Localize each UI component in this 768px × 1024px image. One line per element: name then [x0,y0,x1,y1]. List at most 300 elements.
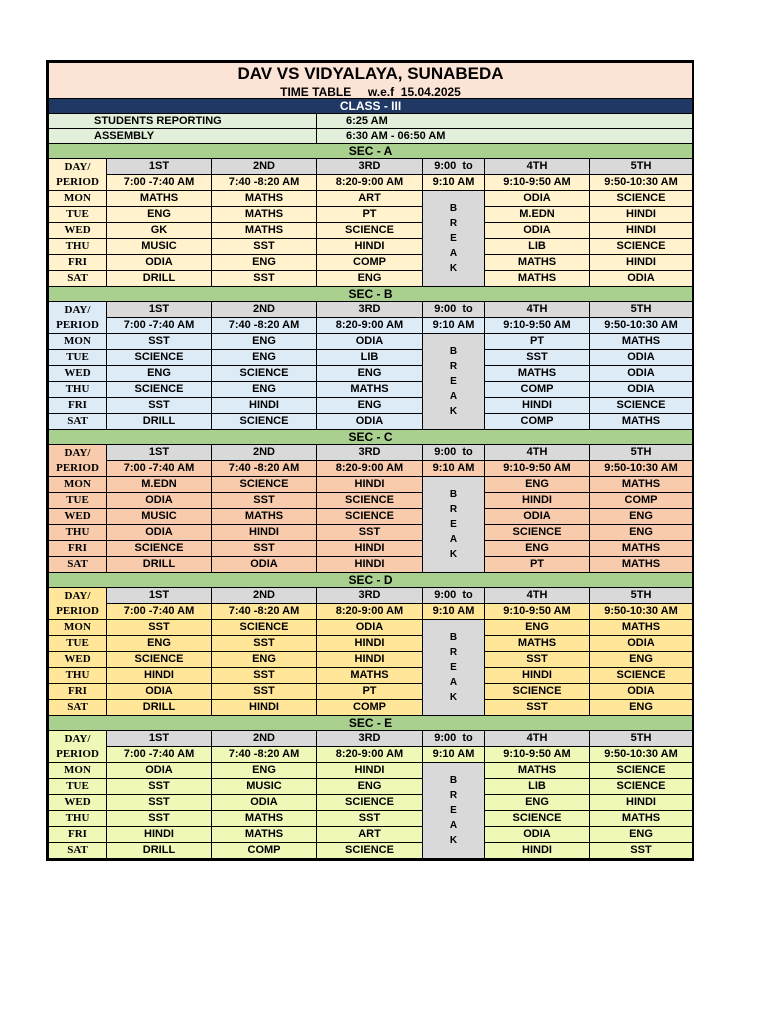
subject-cell: SCIENCE [317,843,423,859]
section-title: SEC - C [49,430,693,445]
day-name: WED [49,795,107,811]
subject-cell: ENG [317,779,423,795]
subject-cell: ENG [317,366,423,382]
day-name: TUE [49,207,107,223]
period-name: 1ST [107,302,212,318]
table-row [49,779,693,795]
subject-cell: MATHS [485,763,590,779]
period-name: 2ND [212,302,317,318]
subject-cell: MUSIC [212,779,317,795]
subject-cell: SCIENCE [590,763,693,779]
subject-cell: MATHS [212,811,317,827]
subject-cell: SCIENCE [317,493,423,509]
subject-cell: GK [107,223,212,239]
subject-cell: HINDI [107,668,212,684]
subject-cell: SCIENCE [590,191,693,207]
period-time-row [49,604,693,620]
table-row [49,223,693,239]
break-time-end: 9:10 AM [423,318,485,334]
subject-cell: SCIENCE [107,350,212,366]
assembly-label: ASSEMBLY [49,129,317,144]
subject-cell: ODIA [590,636,693,652]
break-letter: B [449,632,458,643]
subject-cell: ENG [212,763,317,779]
day-name: WED [49,366,107,382]
subject-cell: PT [317,207,423,223]
table-row [49,334,693,350]
break-time-end: 9:10 AM [423,175,485,191]
period-name: 1ST [107,445,212,461]
subject-cell: DRILL [107,271,212,287]
period-time: 9:10-9:50 AM [485,604,590,620]
subject-cell: SCIENCE [317,509,423,525]
subject-cell: ODIA [590,684,693,700]
subject-cell: MATHS [212,509,317,525]
period-time: 9:50-10:30 AM [590,318,693,334]
break-column [423,191,485,287]
day-name: THU [49,811,107,827]
period-name: 5TH [590,159,693,175]
subject-cell: SST [107,334,212,350]
break-time-start: 9:00 to [423,159,485,175]
section-title-row [49,573,693,588]
subject-cell: MATHS [485,366,590,382]
table-row [49,271,693,287]
subject-cell: SCIENCE [317,223,423,239]
subject-cell: HINDI [485,668,590,684]
day-period-header [49,588,107,620]
day-name: FRI [49,827,107,843]
day-name: THU [49,382,107,398]
subject-cell: SST [212,271,317,287]
period-time: 9:50-10:30 AM [590,461,693,477]
subject-cell: MATHS [590,620,693,636]
table-row [49,557,693,573]
section-title-row [49,430,693,445]
subject-cell: ENG [212,652,317,668]
subject-cell: DRILL [107,700,212,716]
period-label: PERIOD [56,318,99,331]
break-letter: B [449,775,458,786]
subject-cell: LIB [485,779,590,795]
day-name: SAT [49,414,107,430]
subject-cell: COMP [485,382,590,398]
subject-cell: HINDI [590,255,693,271]
subject-cell: ODIA [107,525,212,541]
subject-cell: PT [485,334,590,350]
period-time: 9:50-10:30 AM [590,175,693,191]
subject-cell: ENG [590,525,693,541]
table-row [49,541,693,557]
break-letter: K [449,263,458,274]
day-name: TUE [49,636,107,652]
subject-cell: SCIENCE [590,398,693,414]
break-letter: A [449,677,458,688]
subject-cell: SCIENCE [212,477,317,493]
subject-cell: SST [212,493,317,509]
period-time: 8:20-9:00 AM [317,318,423,334]
subject-cell: ENG [107,636,212,652]
day-label: DAY/ [64,589,91,602]
subject-cell: ENG [485,541,590,557]
table-row [49,620,693,636]
break-letter: B [449,489,458,500]
table-row [49,763,693,779]
section-title: SEC - A [49,144,693,159]
subject-cell: ENG [317,271,423,287]
day-name: THU [49,668,107,684]
subject-cell: ODIA [107,763,212,779]
subject-cell: LIB [485,239,590,255]
subject-cell: SCIENCE [590,779,693,795]
break-time-start: 9:00 to [423,302,485,318]
break-letter: R [449,218,458,229]
subject-cell: ODIA [317,414,423,430]
period-label: PERIOD [56,604,99,617]
section-title: SEC - B [49,287,693,302]
section-title-row [49,716,693,731]
break-column [423,477,485,573]
subject-cell: HINDI [485,398,590,414]
subject-cell: M.EDN [485,207,590,223]
subject-cell: ODIA [590,382,693,398]
break-time-start: 9:00 to [423,588,485,604]
day-name: SAT [49,557,107,573]
period-time-row [49,175,693,191]
period-header-row [49,302,693,318]
day-name: TUE [49,779,107,795]
subject-cell: LIB [317,350,423,366]
subject-cell: COMP [317,255,423,271]
subject-cell: PT [485,557,590,573]
period-time: 7:40 -8:20 AM [212,604,317,620]
day-name: THU [49,525,107,541]
subject-cell: SCIENCE [107,541,212,557]
subject-cell: ODIA [107,255,212,271]
period-time-row [49,747,693,763]
day-name: WED [49,509,107,525]
day-name: TUE [49,350,107,366]
section-title: SEC - E [49,716,693,731]
period-time: 8:20-9:00 AM [317,461,423,477]
subject-cell: HINDI [107,827,212,843]
day-name: MON [49,763,107,779]
subject-cell: MATHS [590,414,693,430]
subject-cell: SST [107,779,212,795]
subject-cell: MATHS [590,811,693,827]
subject-cell: MUSIC [107,239,212,255]
subject-cell: SST [212,684,317,700]
period-time: 9:50-10:30 AM [590,747,693,763]
subject-cell: M.EDN [107,477,212,493]
reporting-label: STUDENTS REPORTING [49,114,317,129]
period-name: 2ND [212,588,317,604]
day-name: TUE [49,493,107,509]
table-row [49,525,693,541]
subject-cell: ART [317,827,423,843]
subject-cell: SCIENCE [212,414,317,430]
period-name: 1ST [107,159,212,175]
subject-cell: ODIA [212,557,317,573]
period-time: 9:10-9:50 AM [485,461,590,477]
day-name: FRI [49,541,107,557]
subject-cell: ODIA [485,191,590,207]
period-time: 7:00 -7:40 AM [107,747,212,763]
table-row [49,366,693,382]
day-name: FRI [49,684,107,700]
day-label: DAY/ [64,446,91,459]
break-letter: B [449,346,458,357]
subject-cell: SCIENCE [485,811,590,827]
break-column [423,334,485,430]
subject-cell: SST [317,811,423,827]
period-name: 3RD [317,302,423,318]
assembly-time: 6:30 AM - 06:50 AM [317,129,693,144]
break-letter: B [449,203,458,214]
period-name: 3RD [317,588,423,604]
section-title-row [49,144,693,159]
subject-cell: SST [212,636,317,652]
subject-cell: ODIA [590,366,693,382]
subject-cell: SST [212,668,317,684]
break-letter: K [449,549,458,560]
subject-cell: HINDI [485,843,590,859]
break-column [423,620,485,716]
subject-cell: SCIENCE [212,620,317,636]
subject-cell: MATHS [212,223,317,239]
day-name: MON [49,620,107,636]
subject-cell: HINDI [317,541,423,557]
period-name: 3RD [317,445,423,461]
break-letter: A [449,391,458,402]
subject-cell: SST [485,652,590,668]
subject-cell: COMP [317,700,423,716]
period-name: 5TH [590,302,693,318]
subject-cell: HINDI [317,557,423,573]
table-row [49,239,693,255]
subject-cell: COMP [485,414,590,430]
period-time-row [49,461,693,477]
period-name: 5TH [590,445,693,461]
table-row [49,255,693,271]
table-row [49,398,693,414]
subject-cell: HINDI [317,652,423,668]
table-row [49,827,693,843]
subject-cell: HINDI [317,763,423,779]
period-time: 9:10-9:50 AM [485,318,590,334]
table-row [49,811,693,827]
subject-cell: HINDI [590,795,693,811]
subject-cell: ENG [590,652,693,668]
period-time: 8:20-9:00 AM [317,747,423,763]
period-name: 4TH [485,445,590,461]
period-name: 2ND [212,731,317,747]
day-label: DAY/ [64,303,91,316]
subject-cell: SCIENCE [107,382,212,398]
period-name: 4TH [485,302,590,318]
table-row [49,636,693,652]
subject-cell: ENG [590,827,693,843]
day-name: MON [49,477,107,493]
subject-cell: MATHS [317,382,423,398]
subject-cell: SCIENCE [107,652,212,668]
subject-cell: MATHS [212,207,317,223]
subject-cell: HINDI [212,700,317,716]
subject-cell: ODIA [590,350,693,366]
subject-cell: SST [317,525,423,541]
subject-cell: ENG [107,366,212,382]
table-row [49,795,693,811]
table-row [49,684,693,700]
day-name: WED [49,223,107,239]
table-row [49,668,693,684]
subject-cell: HINDI [485,493,590,509]
period-time: 7:40 -8:20 AM [212,461,317,477]
class-label: CLASS - III [49,99,693,114]
subject-cell: HINDI [317,477,423,493]
table-row [49,207,693,223]
break-letter: E [450,376,457,387]
section-title: SEC - D [49,573,693,588]
period-name: 5TH [590,731,693,747]
period-time: 7:00 -7:40 AM [107,604,212,620]
subject-cell: SST [485,700,590,716]
table-row [49,843,693,859]
subject-cell: ENG [590,700,693,716]
day-period-header [49,159,107,191]
subject-cell: PT [317,684,423,700]
day-name: SAT [49,700,107,716]
period-name: 1ST [107,588,212,604]
table-row [49,652,693,668]
subject-cell: ENG [212,255,317,271]
subject-cell: DRILL [107,414,212,430]
subject-cell: DRILL [107,557,212,573]
period-time: 7:40 -8:20 AM [212,747,317,763]
reporting-time: 6:25 AM [317,114,693,129]
subject-cell: ODIA [317,334,423,350]
subject-cell: HINDI [590,223,693,239]
subject-cell: MATHS [590,557,693,573]
timetable-subtitle: TIME TABLE w.e.f 15.04.2025 [49,85,693,99]
day-label: DAY/ [64,160,91,173]
break-letter: E [450,233,457,244]
day-period-header [49,302,107,334]
break-letter: A [449,248,458,259]
reporting-row [49,114,693,129]
subject-cell: HINDI [317,636,423,652]
subject-cell: ENG [485,477,590,493]
table-row [49,477,693,493]
period-time: 7:00 -7:40 AM [107,318,212,334]
period-time: 9:10-9:50 AM [485,747,590,763]
subject-cell: SST [212,541,317,557]
subject-cell: SST [107,795,212,811]
period-label: PERIOD [56,747,99,760]
period-time: 7:00 -7:40 AM [107,461,212,477]
section-title-row [49,287,693,302]
subject-cell: MATHS [590,477,693,493]
subject-cell: ENG [590,509,693,525]
timetable-table [48,62,693,859]
day-name: FRI [49,398,107,414]
day-name: MON [49,191,107,207]
subject-cell: HINDI [212,398,317,414]
break-letter: E [450,662,457,673]
day-label: DAY/ [64,732,91,745]
day-name: WED [49,652,107,668]
break-letter: K [449,835,458,846]
day-period-header [49,731,107,763]
break-letter: K [449,692,458,703]
timetable-sheet [46,60,694,861]
subject-cell: SST [107,620,212,636]
subject-cell: DRILL [107,843,212,859]
assembly-row [49,129,693,144]
break-time-start: 9:00 to [423,445,485,461]
table-row [49,493,693,509]
table-row [49,509,693,525]
break-letter: A [449,820,458,831]
subject-cell: ODIA [317,620,423,636]
break-letter: R [449,361,458,372]
subject-cell: MATHS [590,541,693,557]
subject-cell: SCIENCE [590,668,693,684]
period-time: 7:40 -8:20 AM [212,175,317,191]
subject-cell: SCIENCE [590,239,693,255]
subject-cell: ENG [107,207,212,223]
period-name: 4TH [485,159,590,175]
school-title: DAV VS VIDYALAYA, SUNABEDA [49,63,693,86]
period-name: 1ST [107,731,212,747]
subject-cell: ODIA [485,509,590,525]
subject-cell: SCIENCE [485,525,590,541]
subject-cell: SST [485,350,590,366]
subject-cell: SST [590,843,693,859]
break-time-end: 9:10 AM [423,461,485,477]
subject-cell: ENG [212,382,317,398]
period-time-row [49,318,693,334]
table-row [49,191,693,207]
subject-cell: ENG [317,398,423,414]
break-time-end: 9:10 AM [423,747,485,763]
subject-cell: HINDI [590,207,693,223]
subject-cell: ENG [212,334,317,350]
period-time: 7:40 -8:20 AM [212,318,317,334]
subject-cell: SST [212,239,317,255]
subject-cell: ODIA [107,684,212,700]
subject-cell: MATHS [485,271,590,287]
break-letter: A [449,534,458,545]
subject-cell: SST [107,398,212,414]
subject-cell: SCIENCE [212,366,317,382]
subject-cell: MUSIC [107,509,212,525]
subject-cell: MATHS [485,255,590,271]
subject-cell: HINDI [317,239,423,255]
period-header-row [49,445,693,461]
subject-cell: ODIA [485,223,590,239]
period-label: PERIOD [56,461,99,474]
break-letter: E [450,519,457,530]
break-letter: R [449,647,458,658]
subject-cell: MATHS [485,636,590,652]
day-name: MON [49,334,107,350]
period-name: 4TH [485,588,590,604]
subject-cell: COMP [590,493,693,509]
break-column [423,763,485,859]
subject-cell: COMP [212,843,317,859]
period-time: 8:20-9:00 AM [317,604,423,620]
